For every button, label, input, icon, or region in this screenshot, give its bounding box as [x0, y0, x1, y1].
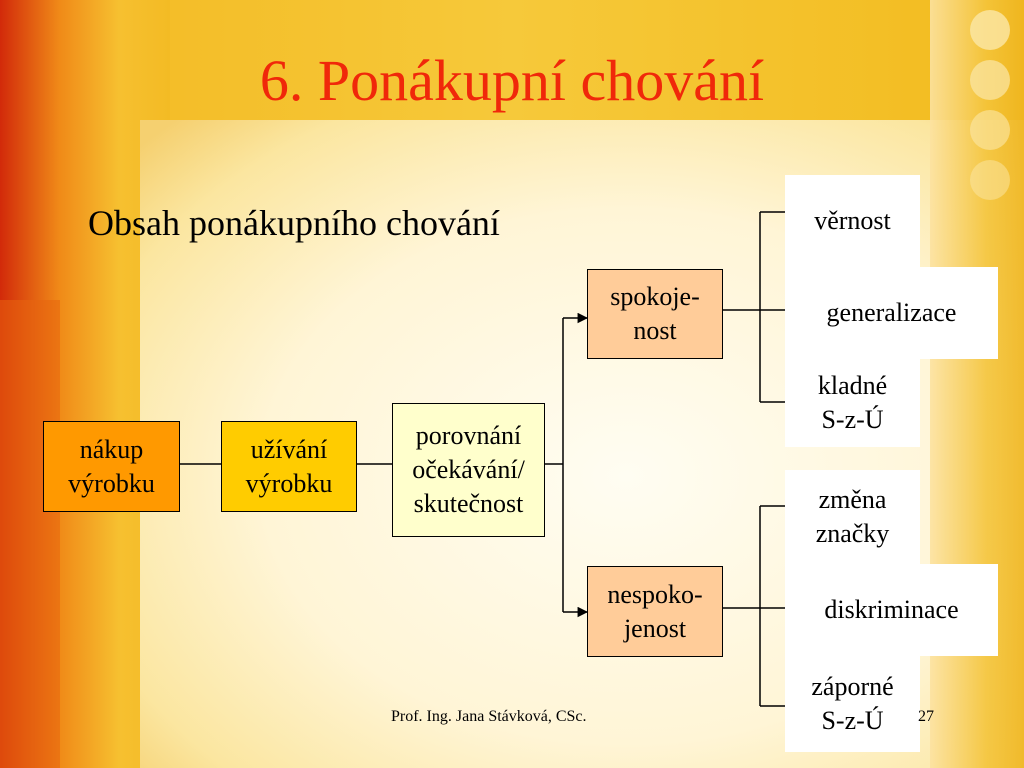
node-negative-wom-label: záporné S-z-Ú [811, 672, 894, 735]
node-discrimination-label: diskriminace [824, 595, 959, 624]
slide-title: 6. Ponákupní chování [259, 48, 765, 113]
node-satisfaction [587, 269, 723, 359]
node-dissatisfaction-label: nespoko- jenost [607, 579, 703, 643]
node-positive-wom [785, 359, 920, 447]
node-positive-wom-label: kladné S-z-Ú [817, 371, 888, 434]
page-number: 27 [918, 708, 934, 725]
node-generalization-label: generalizace [826, 298, 957, 327]
node-brand-change [785, 470, 920, 564]
node-comparison-label: porovnání očekávání/ skutečnost [412, 421, 525, 518]
node-brand-change-label: změna značky [815, 485, 890, 548]
node-usage [221, 421, 357, 512]
node-usage-label: užívání výrobku [245, 434, 333, 498]
slide-subtitle: Obsah ponákupního chování [88, 203, 500, 243]
node-loyalty-label: věrnost [814, 206, 891, 235]
node-purchase-label: nákup výrobku [68, 434, 155, 498]
slide-footer: Prof. Ing. Jana Stávková, CSc. [391, 708, 587, 725]
node-discrimination [785, 564, 998, 656]
node-negative-wom [785, 656, 920, 752]
node-generalization [785, 267, 998, 359]
node-loyalty [785, 175, 920, 267]
node-comparison [392, 403, 545, 537]
node-dissatisfaction [587, 566, 723, 657]
node-purchase [43, 421, 180, 512]
node-satisfaction-label: spokoje- nost [610, 282, 700, 345]
